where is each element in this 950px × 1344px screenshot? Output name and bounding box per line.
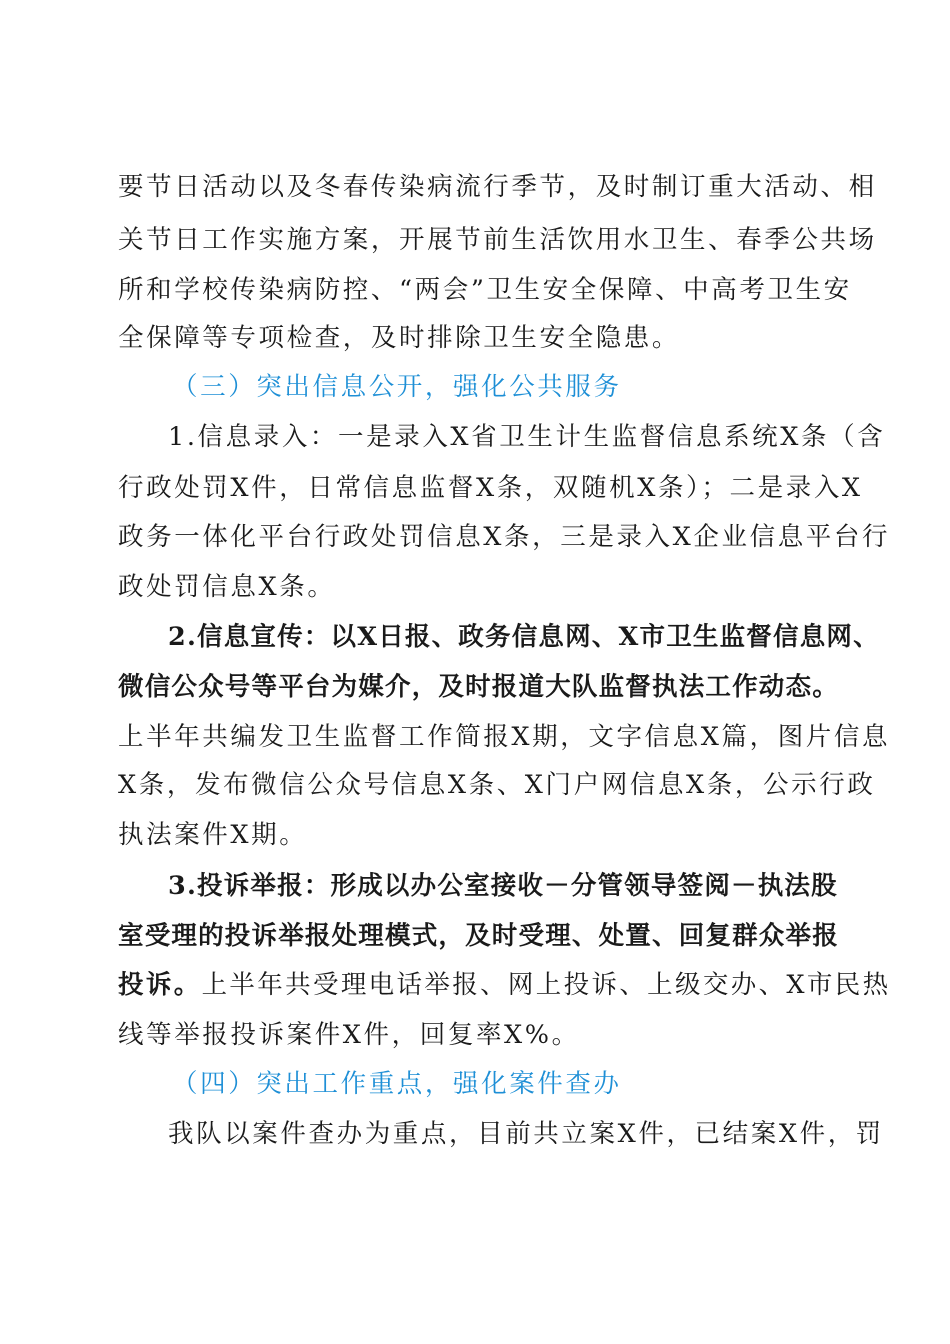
text-line: 我队以案件查办为重点，目前共立案X件，已结案X件，罚 xyxy=(168,1119,884,1149)
text-line: 线等举报投诉案件X件，回复率X%。 xyxy=(118,1020,580,1050)
text-line: 上半年共编发卫生监督工作简报X期，文字信息X篇，图片信息 xyxy=(118,722,891,752)
text-line: 执法案件X期。 xyxy=(118,820,308,850)
text-line: 1.信息录入：一是录入X省卫生计生监督信息系统X条（含 xyxy=(168,422,886,452)
text-line: 关节日工作实施方案，开展节前生活饮用水卫生、春季公共场 xyxy=(118,225,877,255)
section-heading-4: （四）突出工作重点，强化案件查办 xyxy=(172,1069,622,1099)
section-heading-3: （三）突出信息公开，强化公共服务 xyxy=(172,372,622,402)
text-line: 政处罚信息X条。 xyxy=(118,572,336,602)
text-line xyxy=(118,970,890,1000)
text-line: 政务一体化平台行政处罚信息X条，三是录入X企业信息平台行 xyxy=(118,522,891,552)
text-fragment: 上半年共受理电话举报、网上投诉、上级交办、X市民热 xyxy=(201,970,891,1000)
text-line: 要节日活动以及冬春传染病流行季节，及时制订重大活动、相 xyxy=(118,172,877,202)
bold-text-line: 室受理的投诉举报处理模式，及时受理、处置、回复群众举报 xyxy=(118,921,839,951)
bold-text-line: 3.投诉举报：形成以办公室接收－分管领导签阅－执法股 xyxy=(168,871,838,901)
text-line: X条，发布微信公众号信息X条、X门户网信息X条，公示行政 xyxy=(118,770,876,800)
text-line: 全保障等专项检查，及时排除卫生安全隐患。 xyxy=(118,323,681,353)
text-line: 行政处罚X件，日常信息监督X条，双随机X条）；二是录入X xyxy=(118,473,863,503)
bold-fragment: 投诉。 xyxy=(118,970,202,1000)
text-line: 所和学校传染病防控、“两会”卫生安全保障、中高考卫生安 xyxy=(118,275,852,305)
bold-text-line: 2.信息宣传：以X日报、政务信息网、X市卫生监督信息网、 xyxy=(168,622,880,652)
bold-text-line: 微信公众号等平台为媒介，及时报道大队监督执法工作动态。 xyxy=(118,672,839,702)
